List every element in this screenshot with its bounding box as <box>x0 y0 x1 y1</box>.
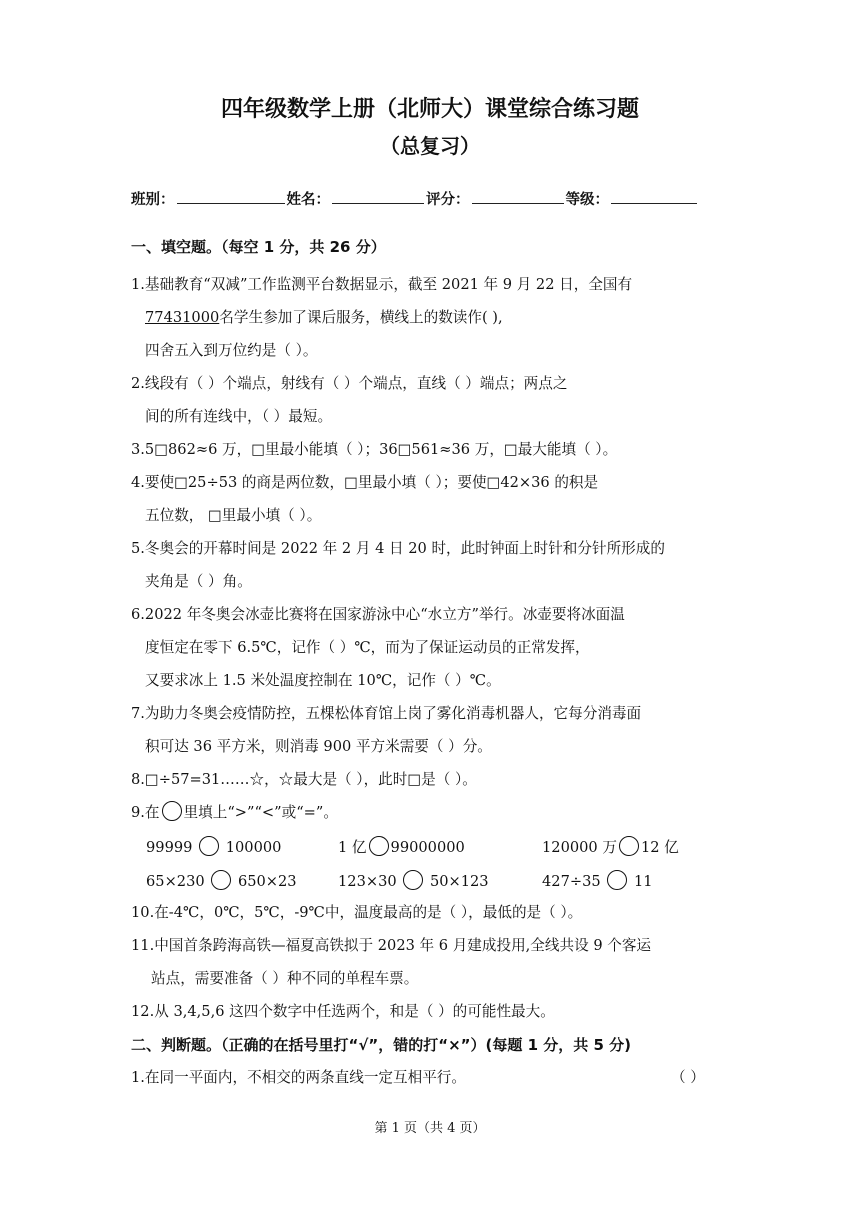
circle-blank-icon[interactable] <box>369 836 389 856</box>
compare-5-right: 50×123 <box>429 873 489 890</box>
q5-line2: 夹角是（ ）角。 <box>145 573 252 590</box>
compare-3 <box>542 836 679 857</box>
q6-line1: 6.2022 年冬奥会冰壶比赛将在国家游泳中心“水立方”举行。冰壶要将冰面温 <box>131 606 625 623</box>
q2-line1: 2.线段有（ ）个端点，射线有（ ）个端点，直线（ ）端点；两点之 <box>131 375 568 392</box>
q1-number: 77431000 <box>145 309 220 326</box>
class-blank <box>177 189 285 204</box>
q9-intro-a: 9.在 <box>131 804 160 821</box>
compare-1 <box>146 836 281 856</box>
circle-blank-icon[interactable] <box>403 870 423 890</box>
q4-line1: 4.要使□25÷53 的商是两位数，□里最小填（ ）；要使□42×36 的积是 <box>131 474 599 491</box>
q1-line2-text: 名学生参加了课后服务，横线上的数读作( ), <box>219 309 503 326</box>
grade-blank <box>611 189 697 204</box>
question-6 <box>131 598 731 697</box>
compare-2-right: 99000000 <box>390 839 465 856</box>
section-1-title: 一、填空题。（每空 1 分，共 26 分） <box>131 238 386 256</box>
q7-line1: 7.为助力冬奥会疫情防控，五棵松体育馆上岗了雾化消毒机器人，它每分消毒面 <box>131 705 642 722</box>
compare-4 <box>146 870 297 890</box>
question-10 <box>131 896 731 929</box>
name-blank <box>332 189 424 204</box>
q6-line2: 度恒定在零下 6.5℃，记作（ ）℃，而为了保证运动员的正常发挥， <box>145 639 590 656</box>
grade-label: 等级： <box>565 192 609 208</box>
judge-q1-line <box>131 1061 731 1094</box>
compare-5 <box>338 870 489 890</box>
question-11 <box>131 929 731 995</box>
compare-3-right: 12 亿 <box>640 839 679 856</box>
q4-line2: 五位数， □里最小填（ ）。 <box>145 507 322 524</box>
compare-6 <box>542 870 653 890</box>
name-label: 姓名： <box>286 192 330 208</box>
page-footer: 第 1 页（共 4 页） <box>374 1121 486 1136</box>
compare-6-right: 11 <box>633 873 653 890</box>
q11-line2: 站点，需要准备（ ）种不同的单程车票。 <box>151 970 419 987</box>
question-5 <box>131 532 731 598</box>
judge-question-1 <box>131 1061 731 1094</box>
student-info-line <box>131 188 699 209</box>
q8-line: 8.□÷57=31……☆，☆最大是（ ），此时□是（ ）。 <box>131 771 477 788</box>
score-label: 评分： <box>426 192 470 208</box>
compare-3-left: 120000 万 <box>542 839 617 856</box>
q9-intro <box>131 796 731 829</box>
compare-1-left: 99999 <box>146 839 193 856</box>
q1-line2 <box>131 301 731 334</box>
q6-line3: 又要求冰上 1.5 米处温度控制在 10℃，记作（ ）℃。 <box>145 672 501 689</box>
question-4 <box>131 466 731 532</box>
page-title: 四年级数学上册（北师大）课堂综合练习题 <box>220 97 639 122</box>
question-12 <box>131 995 731 1028</box>
section-2-title: 二、判断题。（正确的在括号里打“√”，错的打“×”）(每题 1 分，共 5 分) <box>131 1036 631 1054</box>
q1-line3: 四舍五入到万位约是（ ）。 <box>145 342 318 359</box>
compare-6-left: 427÷35 <box>542 873 601 890</box>
q1-line1: 1.基础教育“双减”工作监测平台数据显示，截至 2021 年 9 月 22 日，全国有 <box>131 276 633 293</box>
compare-5-left: 123×30 <box>338 873 397 890</box>
circle-blank-icon[interactable] <box>619 836 639 856</box>
page-subtitle: （总复习） <box>380 134 480 158</box>
question-9 <box>131 796 731 829</box>
question-8 <box>131 763 731 796</box>
judge-q1-text: 1.在同一平面内，不相交的两条直线一定互相平行。 <box>131 1069 466 1086</box>
score-blank <box>472 189 564 204</box>
circle-blank-icon[interactable] <box>211 870 231 890</box>
q12-line: 12.从 3,4,5,6 这四个数字中任选两个，和是（ ）的可能性最大。 <box>131 1003 555 1020</box>
judge-q1-answer-paren[interactable]: （ ） <box>671 1069 705 1086</box>
compare-2-left: 1 亿 <box>338 839 367 856</box>
circle-blank-icon[interactable] <box>199 836 219 856</box>
compare-4-left: 65×230 <box>146 873 205 890</box>
q3-line: 3.5□862≈6 万，□里最小能填（ ）；36□561≈36 万，□最大能填（ ）。 <box>131 441 618 458</box>
q7-line2: 积可达 36 平方米，则消毒 900 平方米需要（ ）分。 <box>145 738 492 755</box>
circle-blank-icon <box>162 801 182 821</box>
q9-intro-b: 里填上“>”“<”或“=”。 <box>183 804 338 821</box>
q5-line1: 5.冬奥会的开幕时间是 2022 年 2 月 4 日 20 时，此时钟面上时针和分针所形成的 <box>131 540 665 557</box>
compare-2 <box>338 836 465 857</box>
question-1 <box>131 268 731 367</box>
circle-blank-icon[interactable] <box>607 870 627 890</box>
question-7 <box>131 697 731 763</box>
question-2 <box>131 367 731 433</box>
compare-4-right: 650×23 <box>237 873 297 890</box>
compare-1-right: 100000 <box>225 839 282 856</box>
q10-line: 10.在-4℃，0℃，5℃，-9℃中，温度最高的是（ ），最低的是（ ）。 <box>131 904 583 921</box>
class-label: 班别： <box>131 192 175 208</box>
q11-line1: 11.中国首条跨海高铁—福夏高铁拟于 2023 年 6 月建成投用,全线共设 9 个客运 <box>131 937 652 954</box>
question-3 <box>131 433 731 466</box>
q2-line2: 间的所有连线中，（ ）最短。 <box>145 408 333 425</box>
